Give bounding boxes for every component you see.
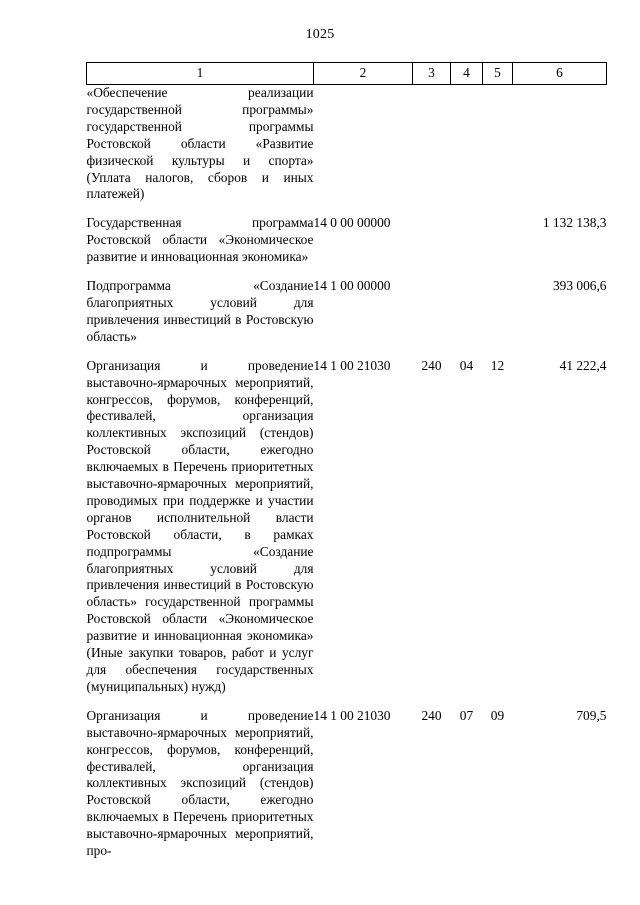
table-row <box>87 346 607 696</box>
row-vr: 240 <box>421 357 442 373</box>
row-code: 14 0 00 00000 <box>313 215 391 231</box>
row-name: Государственная программа Ростовской области «Экономическое развитие и инновационная экономика» <box>86 215 314 265</box>
row-vr: 240 <box>421 707 442 723</box>
table-row <box>87 696 607 860</box>
header-cell: 1 <box>87 63 314 85</box>
row-vr <box>413 266 451 346</box>
header-cell: 2 <box>314 63 413 85</box>
table-header-row <box>87 63 607 85</box>
row-amount: 41 222,4 <box>559 357 607 373</box>
row-pr: 09 <box>490 707 505 723</box>
row-amount: 393 006,6 <box>552 278 607 294</box>
row-amount <box>513 85 607 204</box>
row-vr <box>413 85 451 204</box>
budget-table <box>86 62 607 860</box>
table-row <box>87 266 607 346</box>
row-code: 14 1 00 21030 <box>313 707 391 723</box>
row-code: 14 1 00 00000 <box>313 278 391 294</box>
header-cell: 6 <box>513 63 607 85</box>
page-number: 1025 <box>305 27 335 42</box>
row-pr <box>483 85 513 204</box>
row-rz <box>451 203 483 266</box>
row-rz <box>451 85 483 204</box>
row-vr <box>413 203 451 266</box>
row-rz: 04 <box>459 357 474 373</box>
row-name: «Обеспечение реализации государственной программы» государственной программы Ростовской области «Развитие физической культуры и спорта» (Уплата налогов, сборов и иных платежей) <box>86 85 314 202</box>
row-rz <box>451 266 483 346</box>
row-pr <box>483 266 513 346</box>
row-code: 14 1 00 21030 <box>313 357 391 373</box>
header-cell: 3 <box>413 63 451 85</box>
row-name: Организация и проведение выставочно-ярмарочных мероприятий, конгрессов, форумов, конференций, фестивалей, организация коллективных экспозиций (стендов) Ростовской области, ежегодно включаемых в Перечень приоритетных выставочно-ярмарочных мероприятий, про- <box>86 707 314 859</box>
row-amount: 1 132 138,3 <box>542 215 607 231</box>
row-name: Организация и проведение выставочно-ярмарочных мероприятий, конгрессов, форумов, конференций, фестивалей, организация коллективных экспозиций (стендов) Ростовской области, ежегодно включаемых в Перечень приоритетных выставочно-ярмарочных мероприятий, проводимых при поддержке и участии органов исполнительной власти Ростовской области, в рамках подпрограммы «Создание благоприятных условий для привлечения инвестиций в Ростовскую область» государственной программы Ростовской области «Экономическое развитие и инновационная экономика» (Иные закупки товаров, работ и услуг для обеспечения государственных (муниципальных) нужд) <box>86 357 314 694</box>
row-pr: 12 <box>490 357 505 373</box>
header-cell: 5 <box>483 63 513 85</box>
row-amount: 709,5 <box>576 707 607 723</box>
row-name: Подпрограмма «Создание благоприятных условий для привлечения инвестиций в Ростовскую область» <box>86 278 314 344</box>
row-pr <box>483 203 513 266</box>
row-rz: 07 <box>459 707 474 723</box>
table-row <box>87 203 607 266</box>
header-cell: 4 <box>451 63 483 85</box>
row-code <box>314 85 413 204</box>
table-row <box>87 85 607 204</box>
